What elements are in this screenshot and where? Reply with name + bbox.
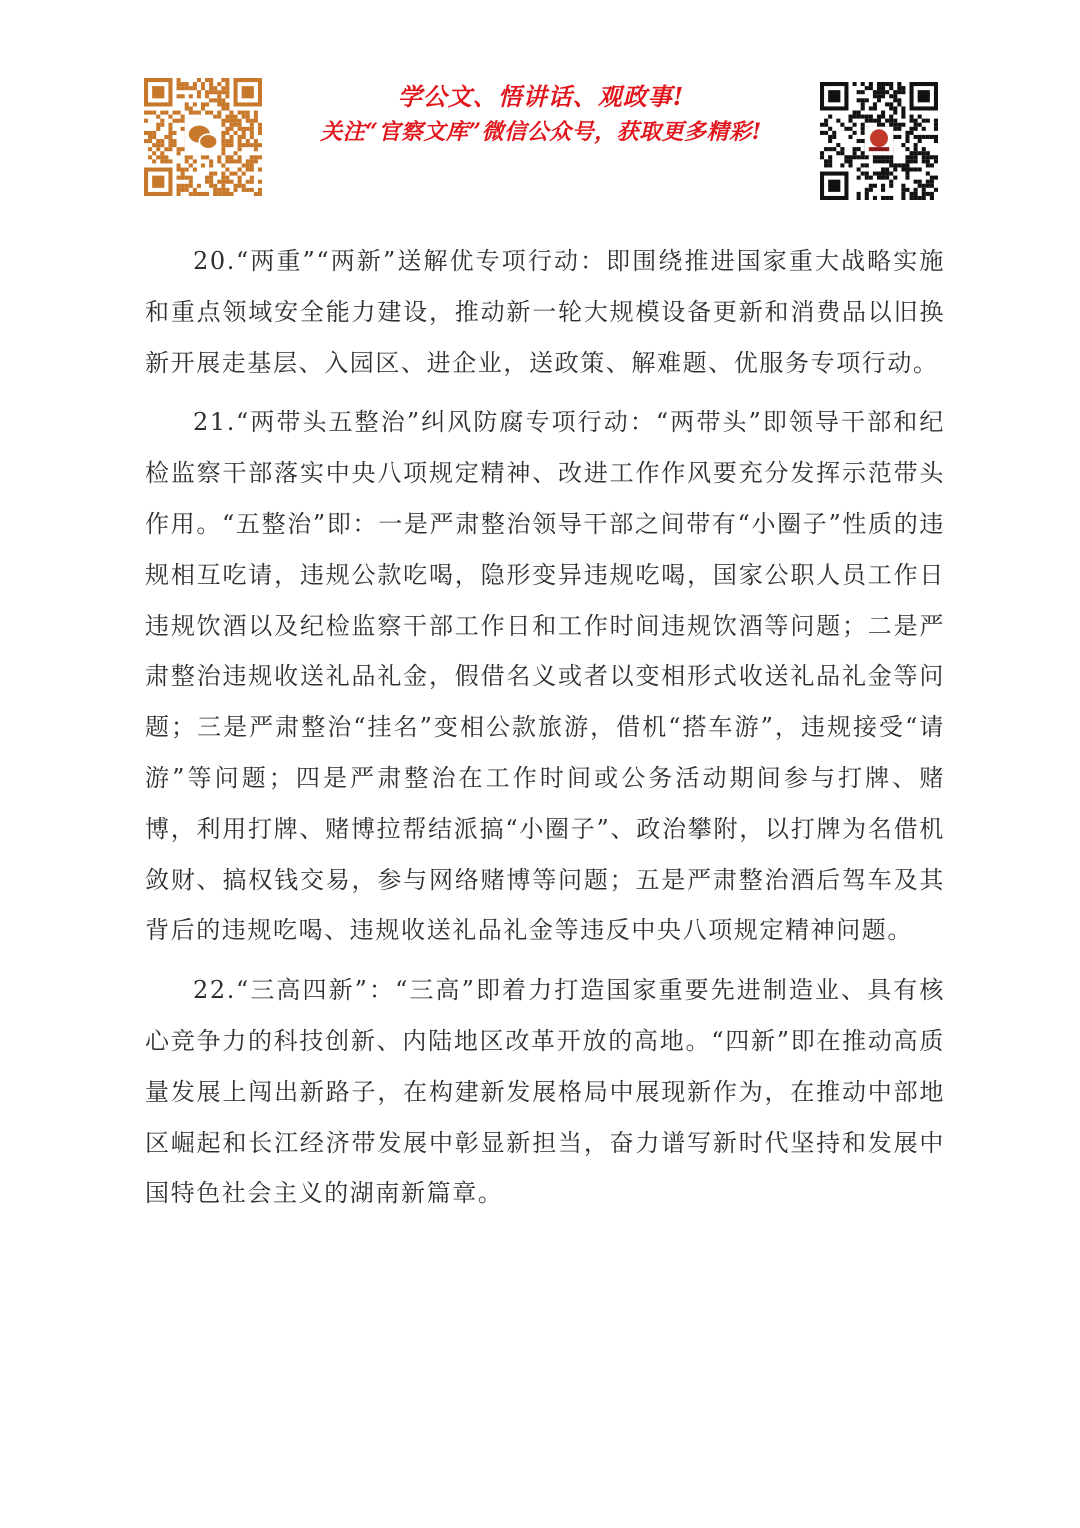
page-header [0, 0, 1080, 220]
banner-follow-prompt: 关注“官察文库”微信公众号，获取更多精彩! [320, 119, 762, 145]
paragraph-item-20: 20.“两重”“两新”送解优专项行动：即围绕推进国家重大战略实施和重点领域安全能力建设，推动新一轮大规模设备更新和消费品以旧换新开展走基层、入园区、进企业，送政策、解难题、优服务专项行动。 [145, 247, 945, 377]
banner-slogan: 学公文、悟讲话、观政事! [397, 82, 685, 111]
document-body [145, 236, 945, 1228]
paragraph-item-22: 22.“三高四新”：“三高”即着力打造国家重要先进制造业、具有核心竞争力的科技创新、内陆地区改革开放的高地。“四新”即在推动高质量发展上闯出新路子，在构建新发展格局中展现新作为，在推动中部地区崛起和长江经济带发展中彰显新担当，奋力谱写新时代坚持和发展中国特色社会主义的湖南新篇章。 [145, 976, 945, 1208]
qr-code-icon [820, 82, 938, 200]
promo-banner [262, 80, 820, 148]
wechat-qr-code-icon [144, 78, 262, 196]
paragraph-item-21: 21.“两带头五整治”纠风防腐专项行动：“两带头”即领导干部和纪检监察干部落实中央八项规定精神、改进工作作风要充分发挥示范带头作用。“五整治”即：一是严肃整治领导干部之间带有“小圈子”性质的违规相互吃请，违规公款吃喝，隐形变异违规吃喝，国家公职人员工作日违规饮酒以及纪检监察干部工作日和工作时间违规饮酒等问题；二是严肃整治违规收送礼品礼金，假借名义或者以变相形式收送礼品礼金等问题；三是严肃整治“挂名”变相公款旅游，借机“搭车游”，违规接受“请游”等问题；四是严肃整治在工作时间或公务活动期间参与打牌、赌博，利用打牌、赌博拉帮结派搞“小圈子”、政治攀附，以打牌为名借机敛财、搞权钱交易，参与网络赌博等问题；五是严肃整治酒后驾车及其背后的违规吃喝、违规收送礼品礼金等违反中央八项规定精神问题。 [145, 408, 945, 945]
